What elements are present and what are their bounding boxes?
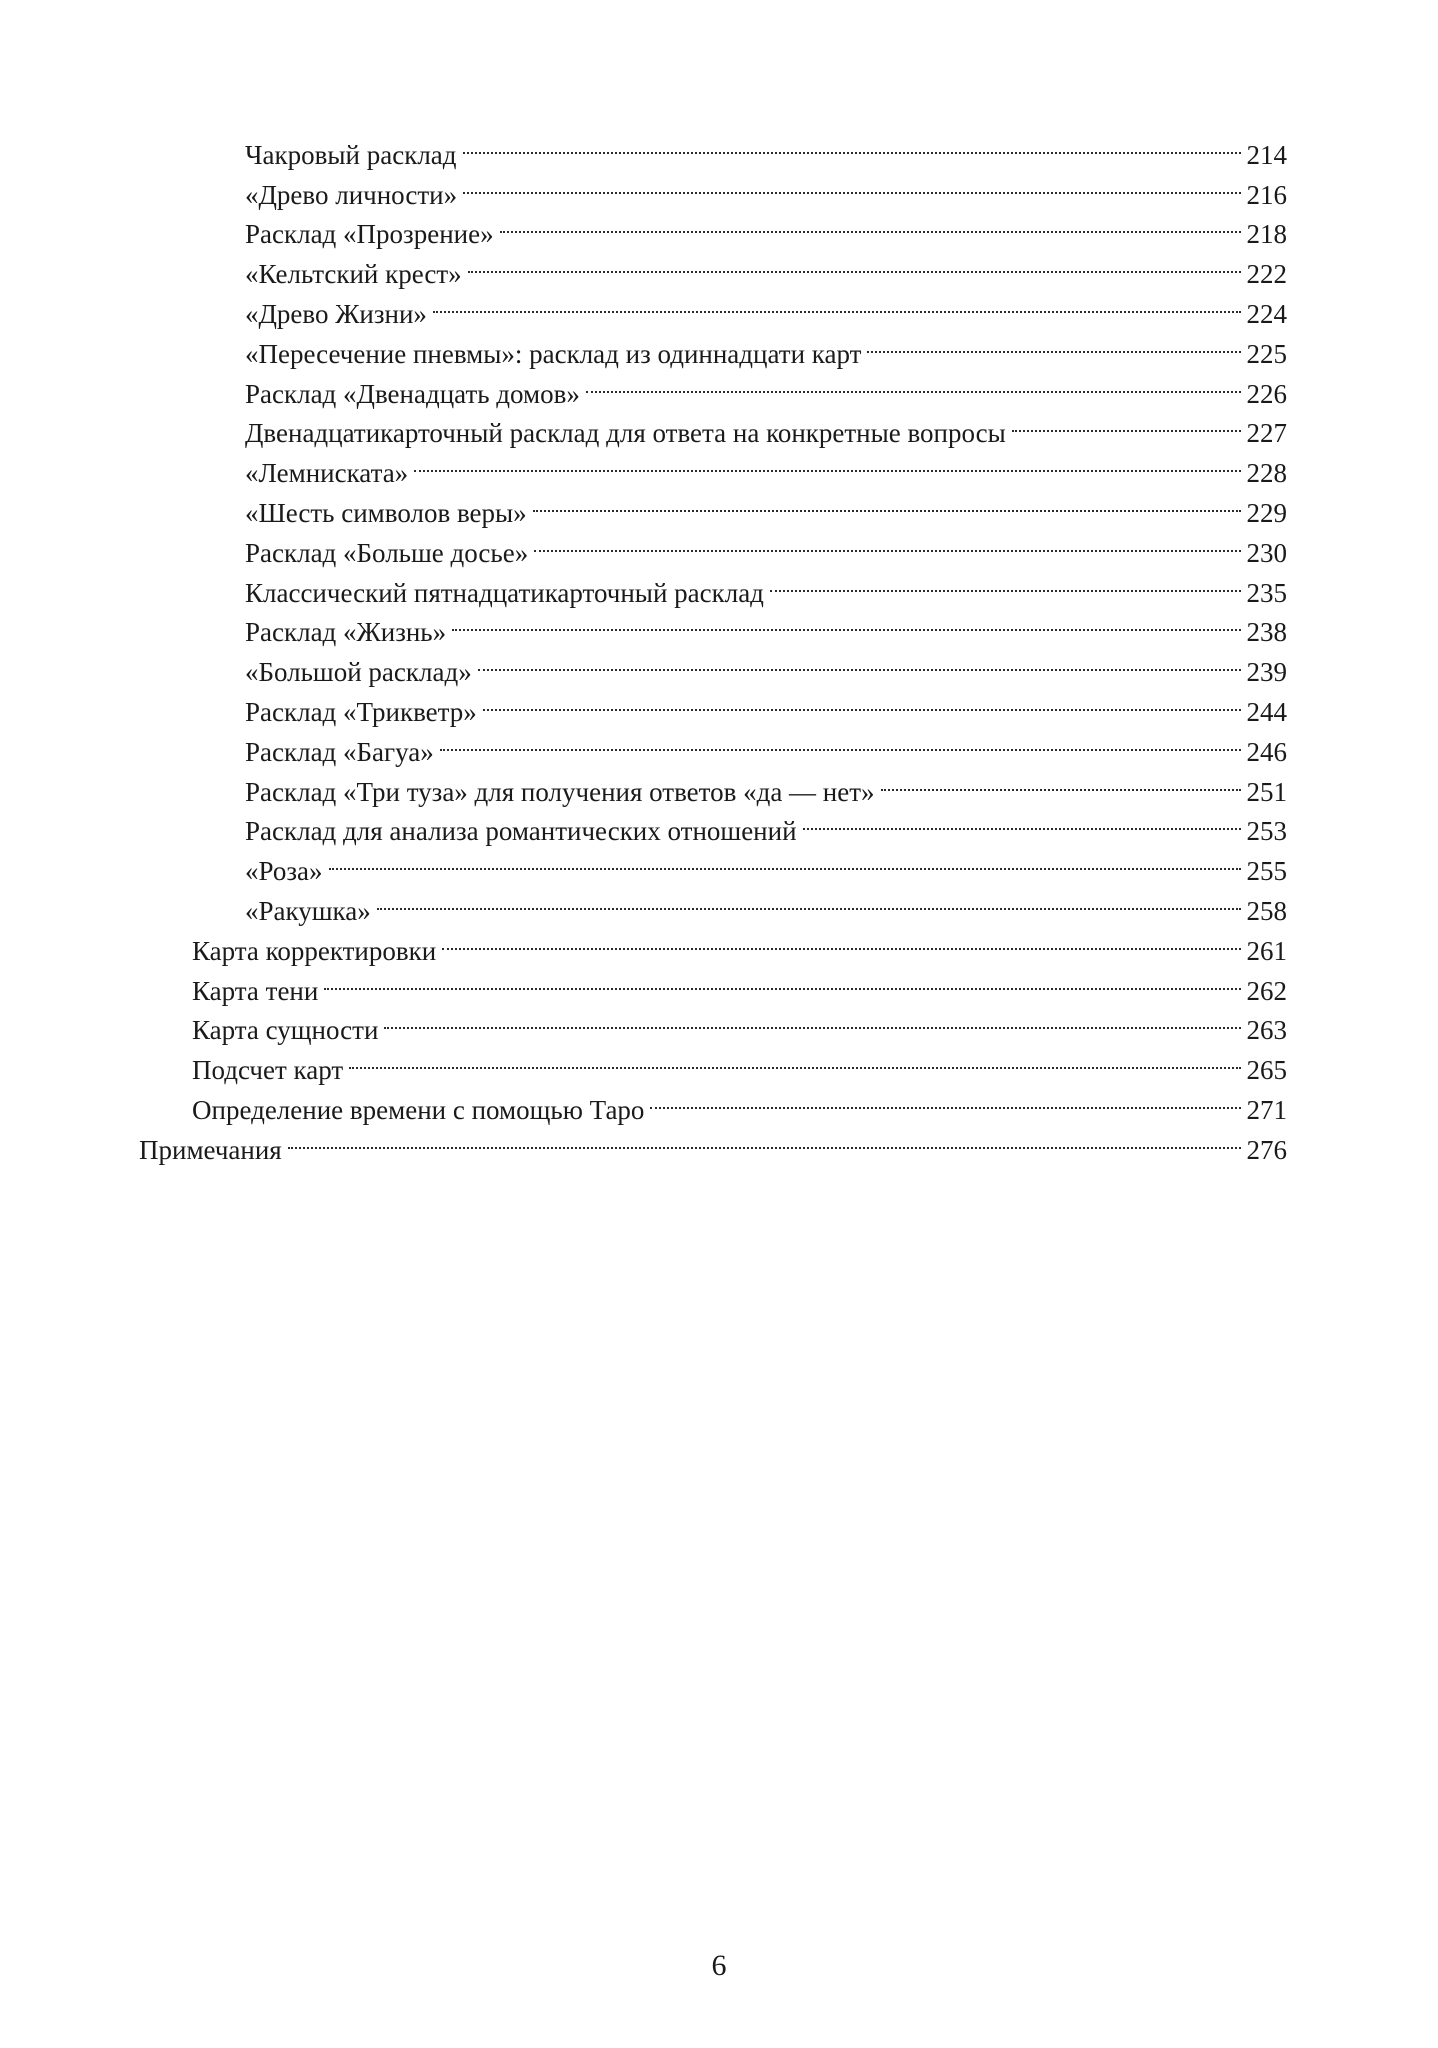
toc-entry-page: 230 [1246, 537, 1287, 568]
toc-entry-title: Примечания [139, 1134, 282, 1165]
toc-entry-title: Карта сущности [192, 1015, 379, 1046]
toc-entry-page: 222 [1246, 259, 1287, 290]
dot-leader [433, 283, 1245, 323]
dot-leader [500, 204, 1245, 244]
dot-leader [442, 920, 1244, 960]
toc-entry-page: 271 [1246, 1094, 1287, 1125]
dot-leader [288, 1119, 1245, 1159]
dot-leader [329, 840, 1245, 880]
toc-entry-page: 263 [1246, 1015, 1287, 1046]
toc-entry-page: 246 [1246, 736, 1287, 767]
toc-entry-page: 228 [1246, 458, 1287, 489]
dot-leader [463, 164, 1244, 204]
toc-entry-page: 251 [1246, 776, 1287, 807]
dot-leader [349, 1039, 1244, 1079]
dot-leader [463, 124, 1245, 164]
toc-entry-page: 226 [1246, 378, 1287, 409]
toc-entry-page: 224 [1246, 298, 1287, 329]
dot-leader [533, 482, 1245, 522]
dot-leader [881, 761, 1245, 801]
dot-leader [770, 562, 1245, 602]
toc-entry-title: Расклад «Три туза» для получения ответов «да — нет» [245, 776, 875, 807]
dot-leader [478, 641, 1245, 681]
toc-entry-title: «Роза» [245, 856, 323, 887]
toc-entry-page: 218 [1246, 219, 1287, 250]
toc-entry-page: 227 [1246, 418, 1287, 449]
toc-entry-title: Карта тени [192, 975, 319, 1006]
toc-entry-title: «Пересечение пневмы»: расклад из одиннадцати карт [245, 338, 862, 369]
toc-entry-title: «Кельтский крест» [245, 259, 462, 290]
toc-entry-page: 238 [1246, 617, 1287, 648]
toc-entry-title: Расклад «Больше досье» [245, 537, 529, 568]
toc-entry[interactable] [139, 1119, 1287, 1165]
toc-entry-title: «Шесть символов веры» [245, 497, 527, 528]
toc-entry-page: 255 [1246, 856, 1287, 887]
toc-entry-page: 276 [1246, 1134, 1287, 1165]
toc-entry-title: Карта корректировки [192, 935, 437, 966]
toc-entry-title: Подсчет карт [192, 1055, 344, 1086]
toc-entry-title: «Большой расклад» [245, 657, 472, 688]
toc-entry-title: Расклад «Жизнь» [245, 617, 447, 648]
table-of-contents [139, 124, 1287, 1165]
toc-entry-title: Определение времени с помощью Таро [192, 1094, 645, 1125]
dot-leader [440, 721, 1245, 761]
dot-leader [414, 442, 1244, 482]
toc-entry-page: 261 [1246, 935, 1287, 966]
toc-entry-page: 262 [1246, 975, 1287, 1006]
toc-entry-title: Расклад «Двенадцать домов» [245, 378, 580, 409]
toc-entry-title: «Древо личности» [245, 179, 458, 210]
toc-entry-page: 225 [1246, 338, 1287, 369]
toc-entry-title: Расклад «Трикветр» [245, 696, 477, 727]
page-number: 6 [711, 1949, 727, 1982]
toc-entry[interactable] [139, 124, 1287, 170]
toc-entry-title: Классический пятнадцатикарточный расклад [245, 577, 764, 608]
dot-leader [1012, 403, 1245, 443]
toc-entry-title: «Ракушка» [245, 895, 371, 926]
toc-entry-page: 258 [1246, 895, 1287, 926]
toc-entry-page: 244 [1246, 696, 1287, 727]
toc-entry-page: 229 [1246, 497, 1287, 528]
dot-leader [867, 323, 1244, 363]
dot-leader [468, 243, 1245, 283]
toc-entry-title: «Лемниската» [245, 458, 409, 489]
toc-entry-page: 216 [1246, 179, 1287, 210]
dot-leader [384, 1000, 1244, 1040]
toc-entry-title: Расклад «Прозрение» [245, 219, 494, 250]
dot-leader [803, 801, 1245, 841]
toc-entry-page: 239 [1246, 657, 1287, 688]
dot-leader [650, 1079, 1244, 1119]
toc-entry-page: 253 [1246, 816, 1287, 847]
toc-entry-page: 235 [1246, 577, 1287, 608]
dot-leader [324, 960, 1244, 1000]
toc-entry-title: Расклад для анализа романтических отношений [245, 816, 797, 847]
toc-entry-page: 214 [1246, 139, 1287, 170]
dot-leader [534, 522, 1244, 562]
toc-entry-title: Расклад «Багуа» [245, 736, 434, 767]
dot-leader [452, 602, 1244, 642]
dot-leader [377, 880, 1245, 920]
toc-entry-title: «Древо Жизни» [245, 298, 427, 329]
toc-entry-title: Чакровый расклад [245, 139, 457, 170]
dot-leader [483, 681, 1245, 721]
toc-entry-title: Двенадцатикарточный расклад для ответа на конкретные вопросы [245, 418, 1006, 449]
toc-entry-page: 265 [1246, 1055, 1287, 1086]
dot-leader [586, 363, 1245, 403]
